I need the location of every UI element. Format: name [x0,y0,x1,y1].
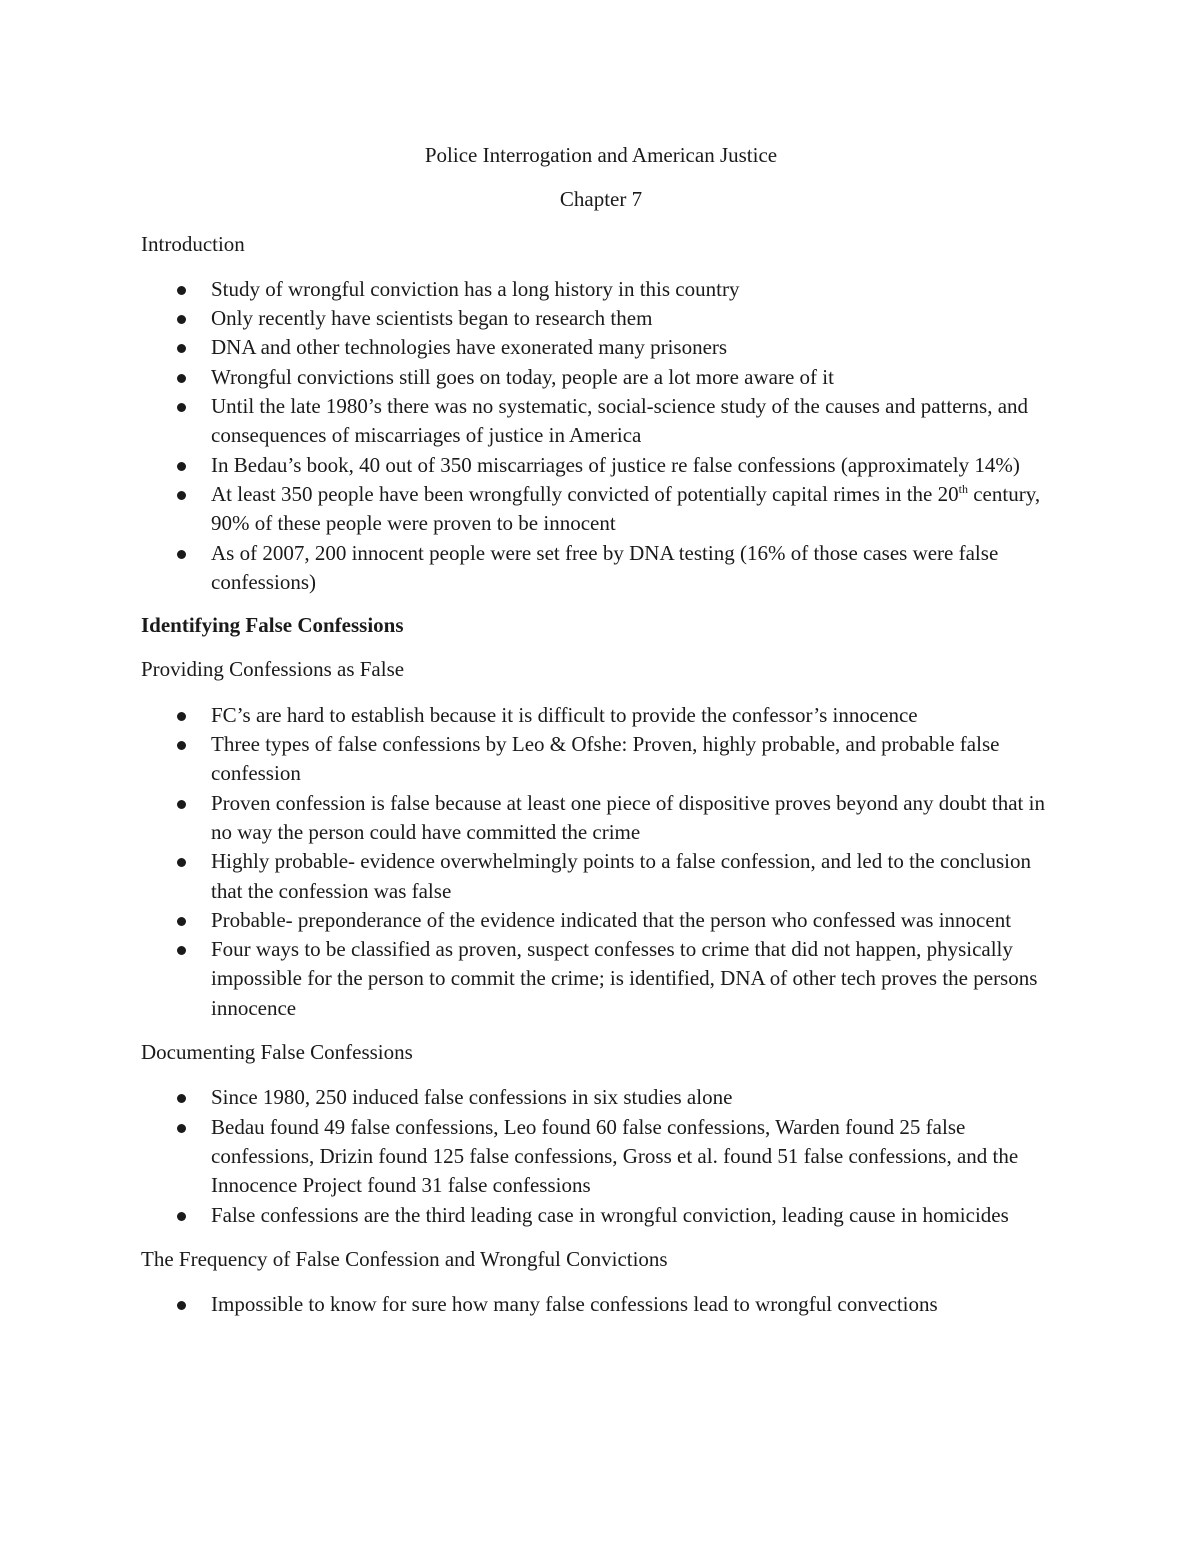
list-item: Probable- preponderance of the evidence indicated that the person who confessed was innocent [141,906,1061,935]
subheading-documenting: Documenting False Confessions [141,1040,413,1065]
list-item: At least 350 people have been wrongfully convicted of potentially capital rimes in the 20th century, 90% of these people were proven to be innocent [141,480,1061,539]
frequency-list [141,1290,1061,1319]
list-item: Four ways to be classified as proven, suspect confesses to crime that did not happen, physically impossible for the person to commit the crime; is identified, DNA of other tech proves the persons innocence [141,935,1061,1023]
bullet-icon [177,1124,186,1133]
list-item: Proven confession is false because at least one piece of dispositive proves beyond any doubt that in no way the person could have committed the crime [141,789,1061,848]
introduction-heading: Introduction [141,231,245,256]
bullet-icon [177,712,186,721]
bullet-icon [177,550,186,559]
list-item: Only recently have scientists began to research them [141,304,1061,333]
bullet-icon [177,403,186,412]
bullet-icon [177,858,186,867]
providing-list [141,701,1061,1023]
list-item: As of 2007, 200 innocent people were set free by DNA testing (16% of those cases were false confessions) [141,539,1061,598]
section-heading-identifying: Identifying False Confessions [141,613,404,638]
documenting-list [141,1083,1061,1229]
bullet-icon [177,374,186,383]
list-item: DNA and other technologies have exonerated many prisoners [141,333,1061,362]
list-item: Study of wrongful conviction has a long history in this country [141,275,1061,304]
list-item: Until the late 1980’s there was no systematic, social-science study of the causes and patterns, and consequences of miscarriages of justice in America [141,392,1061,451]
bullet-icon [177,344,186,353]
list-item: FC’s are hard to establish because it is difficult to provide the confessor’s innocence [141,701,1061,730]
bullet-icon [177,1301,186,1310]
bullet-icon [177,315,186,324]
bullet-icon [177,1094,186,1103]
document-page [141,141,1061,1319]
list-item: False confessions are the third leading case in wrongful conviction, leading cause in homicides [141,1201,1061,1230]
bullet-icon [177,946,186,955]
introduction-list [141,275,1061,597]
list-item: Wrongful convictions still goes on today, people are a lot more aware of it [141,363,1061,392]
list-item: In Bedau’s book, 40 out of 350 miscarriages of justice re false confessions (approximately 14%) [141,451,1061,480]
bullet-icon [177,286,186,295]
bullet-icon [177,741,186,750]
bullet-icon [177,462,186,471]
list-item: Bedau found 49 false confessions, Leo found 60 false confessions, Warden found 25 false confessions, Drizin found 125 false confessions, Gross et al. found 51 false confessions, and the Innocence Project found 31 false confessions [141,1113,1061,1201]
bullet-icon [177,491,186,500]
list-item: Highly probable- evidence overwhelmingly points to a false confession, and led to the conclusion that the confession was false [141,847,1061,906]
list-item: Since 1980, 250 induced false confessions in six studies alone [141,1083,1061,1112]
subheading-providing: Providing Confessions as False [141,657,405,682]
subheading-frequency: The Frequency of False Confession and Wrongful Convictions [141,1246,668,1271]
bullet-icon [177,917,186,926]
list-item: Three types of false confessions by Leo & Ofshe: Proven, highly probable, and probable false confession [141,730,1061,789]
superscript-th: th [958,481,968,496]
bullet-icon [177,1212,186,1221]
document-title: Police Interrogation and American Justice [424,143,778,167]
list-item: Impossible to know for sure how many false confessions lead to wrongful convections [141,1290,1061,1319]
bullet-icon [177,800,186,809]
chapter-label: Chapter 7 [559,187,643,212]
